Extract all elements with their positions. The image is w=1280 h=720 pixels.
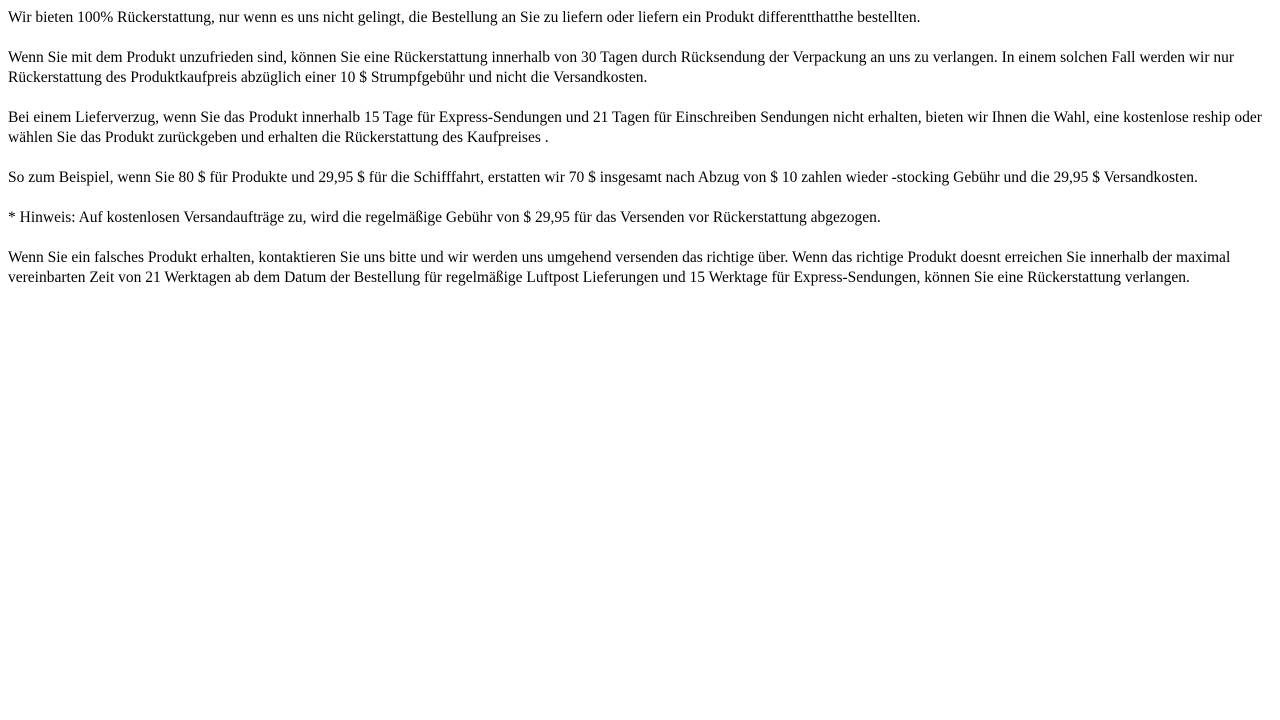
refund-policy-text	[8, 8, 1264, 288]
paragraph-full-refund: Wir bieten 100% Rückerstattung, nur wenn es uns nicht gelingt, die Bestellung an Sie zu liefern oder liefern ein Produkt differentthatthe bestellten.	[8, 9, 921, 26]
paragraph-note: * Hinweis: Auf kostenlosen Versandaufträge zu, wird die regelmäßige Gebühr von $ 29,95 für das Versenden vor Rückerstattung abgezogen.	[8, 209, 881, 226]
paragraph-unsatisfied: Wenn Sie mit dem Produkt unzufrieden sind, können Sie eine Rückerstattung innerhalb von 30 Tagen durch Rücksendung der Verpackung an uns zu verlangen. In einem solchen Fall werden wir nur Rückerstattung des Produktkaufpreis abzüglich einer 10 $ Strumpfgebühr und nicht die Versandkosten.	[8, 49, 1235, 86]
paragraph-delivery-delay: Bei einem Lieferverzug, wenn Sie das Produkt innerhalb 15 Tage für Express-Sendungen und 21 Tagen für Einschreiben Sendungen nicht erhalten, bieten wir Ihnen die Wahl, eine kostenlose reship oder wählen Sie das Produkt zurückgeben und erhalten die Rückerstattung des Kaufpreises .	[8, 109, 1262, 146]
paragraph-example: So zum Beispiel, wenn Sie 80 $ für Produkte und 29,95 $ für die Schifffahrt, erstatten wir 70 $ insgesamt nach Abzug von $ 10 zahlen wieder -stocking Gebühr und die 29,95 $ Versandkosten.	[8, 169, 1198, 186]
paragraph-wrong-product: Wenn Sie ein falsches Produkt erhalten, kontaktieren Sie uns bitte und wir werden uns umgehend versenden das richtige über. Wenn das richtige Produkt doesnt erreichen Sie innerhalb der maximal vereinbarten Zeit von 21 Werktagen ab dem Datum der Bestellung für regelmäßige Luftpost Lieferungen und 15 Werktage für Express-Sendungen, können Sie eine Rückerstattung verlangen.	[8, 249, 1231, 286]
